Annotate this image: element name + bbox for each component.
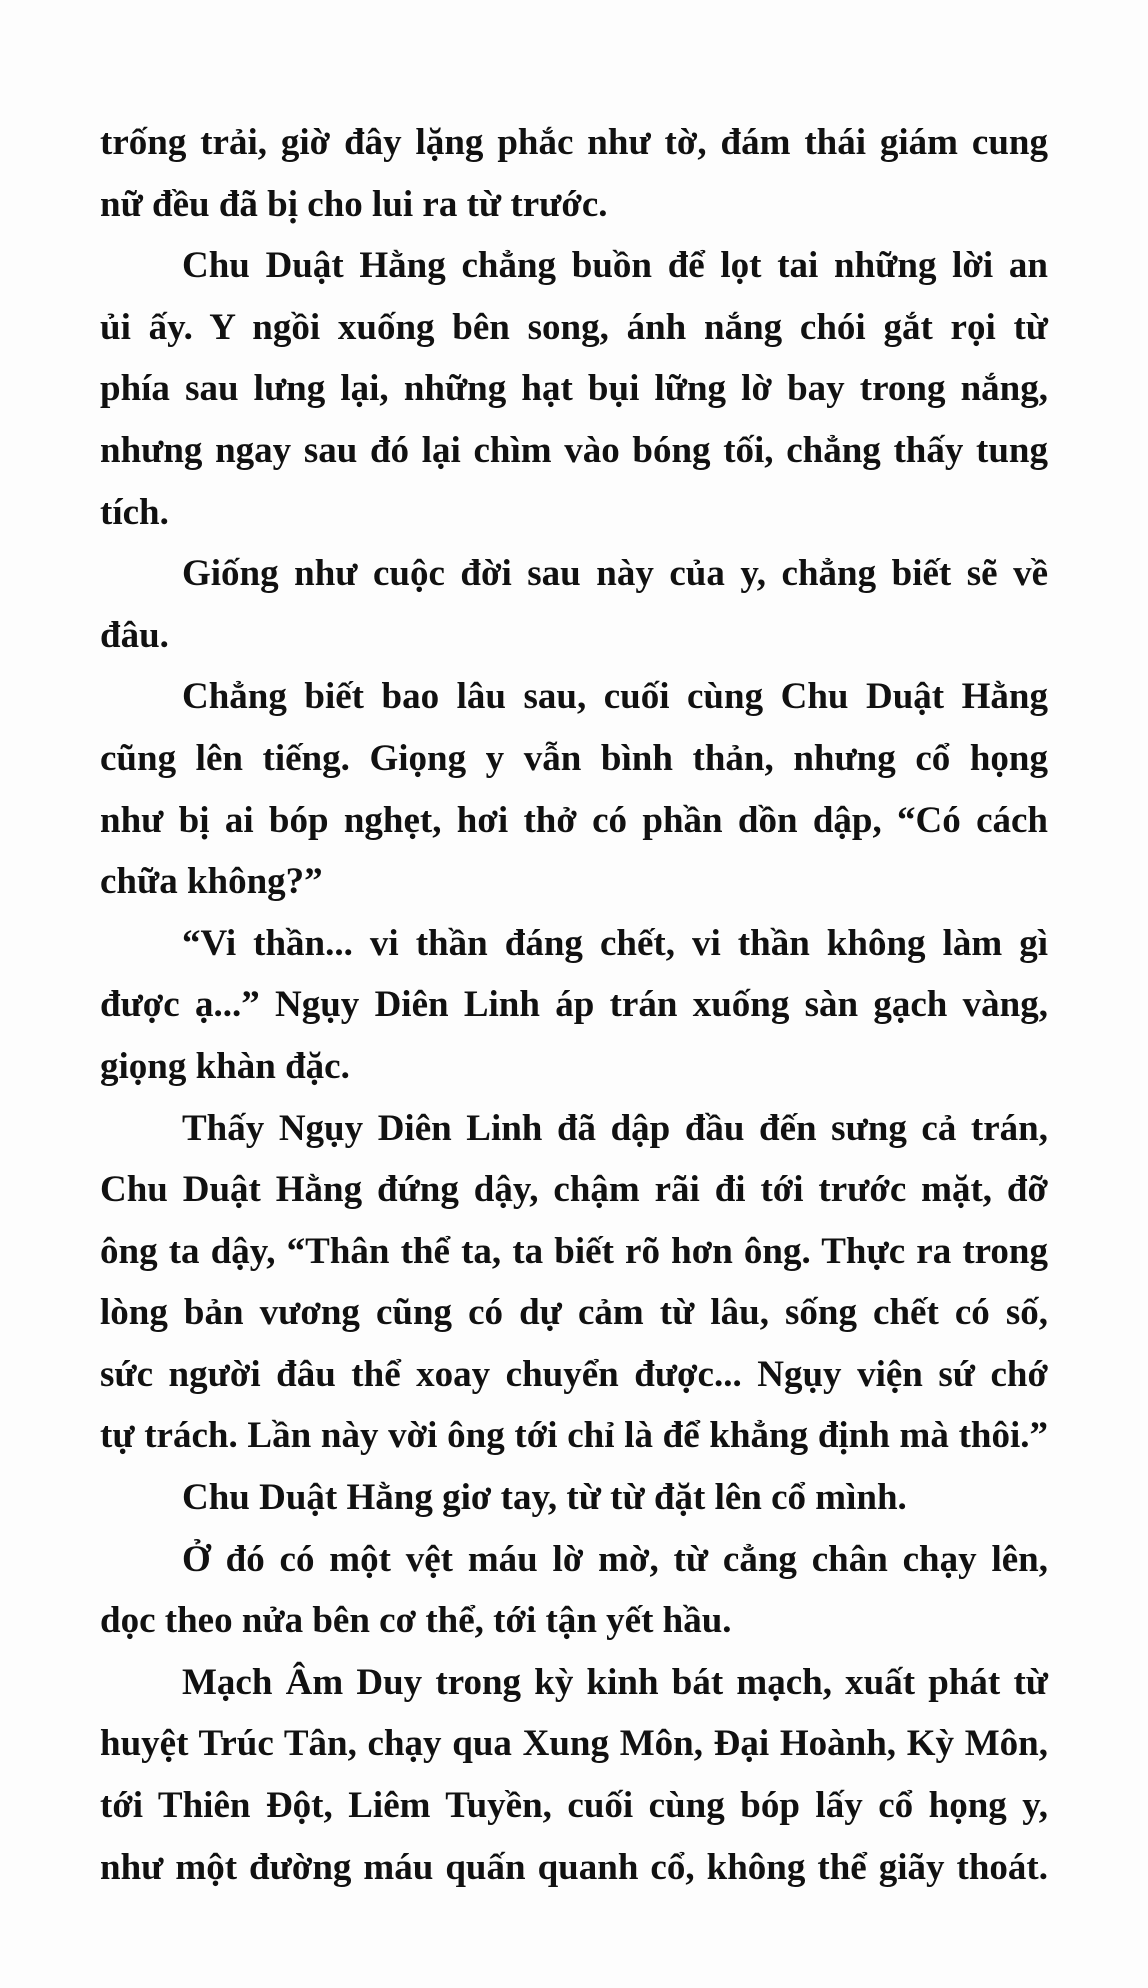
text-line: cũng lên tiếng. Giọng y vẫn bình thản, nhưng cổ họng <box>100 737 1048 779</box>
text-line: nữ đều đã bị cho lui ra từ trước. <box>100 183 608 225</box>
text-line: Chu Duật Hằng đứng dậy, chậm rãi đi tới trước mặt, đỡ <box>100 1169 1048 1211</box>
text-line: Giống như cuộc đời sau này của y, chẳng biết sẽ về <box>182 553 1048 595</box>
text-line: phía sau lưng lại, những hạt bụi lững lờ bay trong nắng, <box>100 368 1048 410</box>
text-line: Chu Duật Hằng chẳng buồn để lọt tai những lời an <box>182 245 1048 287</box>
text-line: chữa không?” <box>100 861 323 903</box>
text-line: Thấy Ngụy Diên Linh đã dập đầu đến sưng cả trán, <box>182 1107 1048 1149</box>
text-line: huyệt Trúc Tân, chạy qua Xung Môn, Đại Hoành, Kỳ Môn, <box>100 1723 1048 1765</box>
text-line: sức người đâu thể xoay chuyển được... Ngụy viện sứ chớ <box>100 1353 1048 1395</box>
text-line: ông ta dậy, “Thân thể ta, ta biết rõ hơn ông. Thực ra trong <box>100 1230 1048 1272</box>
text-line: như một đường máu quấn quanh cổ, không thể giãy thoát. <box>100 1846 1048 1888</box>
text-line: trống trải, giờ đây lặng phắc như tờ, đám thái giám cung <box>100 122 1048 163</box>
text-line: đâu. <box>100 614 169 656</box>
text-line: Chu Duật Hằng giơ tay, từ từ đặt lên cổ mình. <box>182 1477 907 1519</box>
text-line: nhưng ngay sau đó lại chìm vào bóng tối, chẳng thấy tung <box>100 429 1048 471</box>
text-line: tới Thiên Đột, Liêm Tuyền, cuối cùng bóp lấy cổ họng y, <box>100 1785 1048 1827</box>
text-line: dọc theo nửa bên cơ thể, tới tận yết hầu. <box>100 1600 732 1642</box>
text-line: “Vi thần... vi thần đáng chết, vi thần không làm gì <box>182 922 1048 964</box>
text-line: như bị ai bóp nghẹt, hơi thở có phần dồn dập, “Có cách <box>100 799 1048 841</box>
text-line: tích. <box>100 491 169 533</box>
page-body-text <box>100 112 1048 1898</box>
text-line: Mạch Âm Duy trong kỳ kinh bát mạch, xuất phát từ <box>182 1661 1048 1703</box>
text-line: giọng khàn đặc. <box>100 1045 350 1087</box>
text-line: được ạ...” Ngụy Diên Linh áp trán xuống sàn gạch vàng, <box>100 984 1048 1026</box>
text-line: Ở đó có một vệt máu lờ mờ, từ cẳng chân chạy lên, <box>182 1538 1048 1580</box>
text-line: lòng bản vương cũng có dự cảm từ lâu, sống chết có số, <box>100 1292 1048 1334</box>
text-line: tự trách. Lần này vời ông tới chỉ là để khẳng định mà thôi.” <box>100 1415 1048 1457</box>
text-line: Chẳng biết bao lâu sau, cuối cùng Chu Duật Hằng <box>182 676 1048 718</box>
text-line: ủi ấy. Y ngồi xuống bên song, ánh nắng chói gắt rọi từ <box>100 306 1048 348</box>
